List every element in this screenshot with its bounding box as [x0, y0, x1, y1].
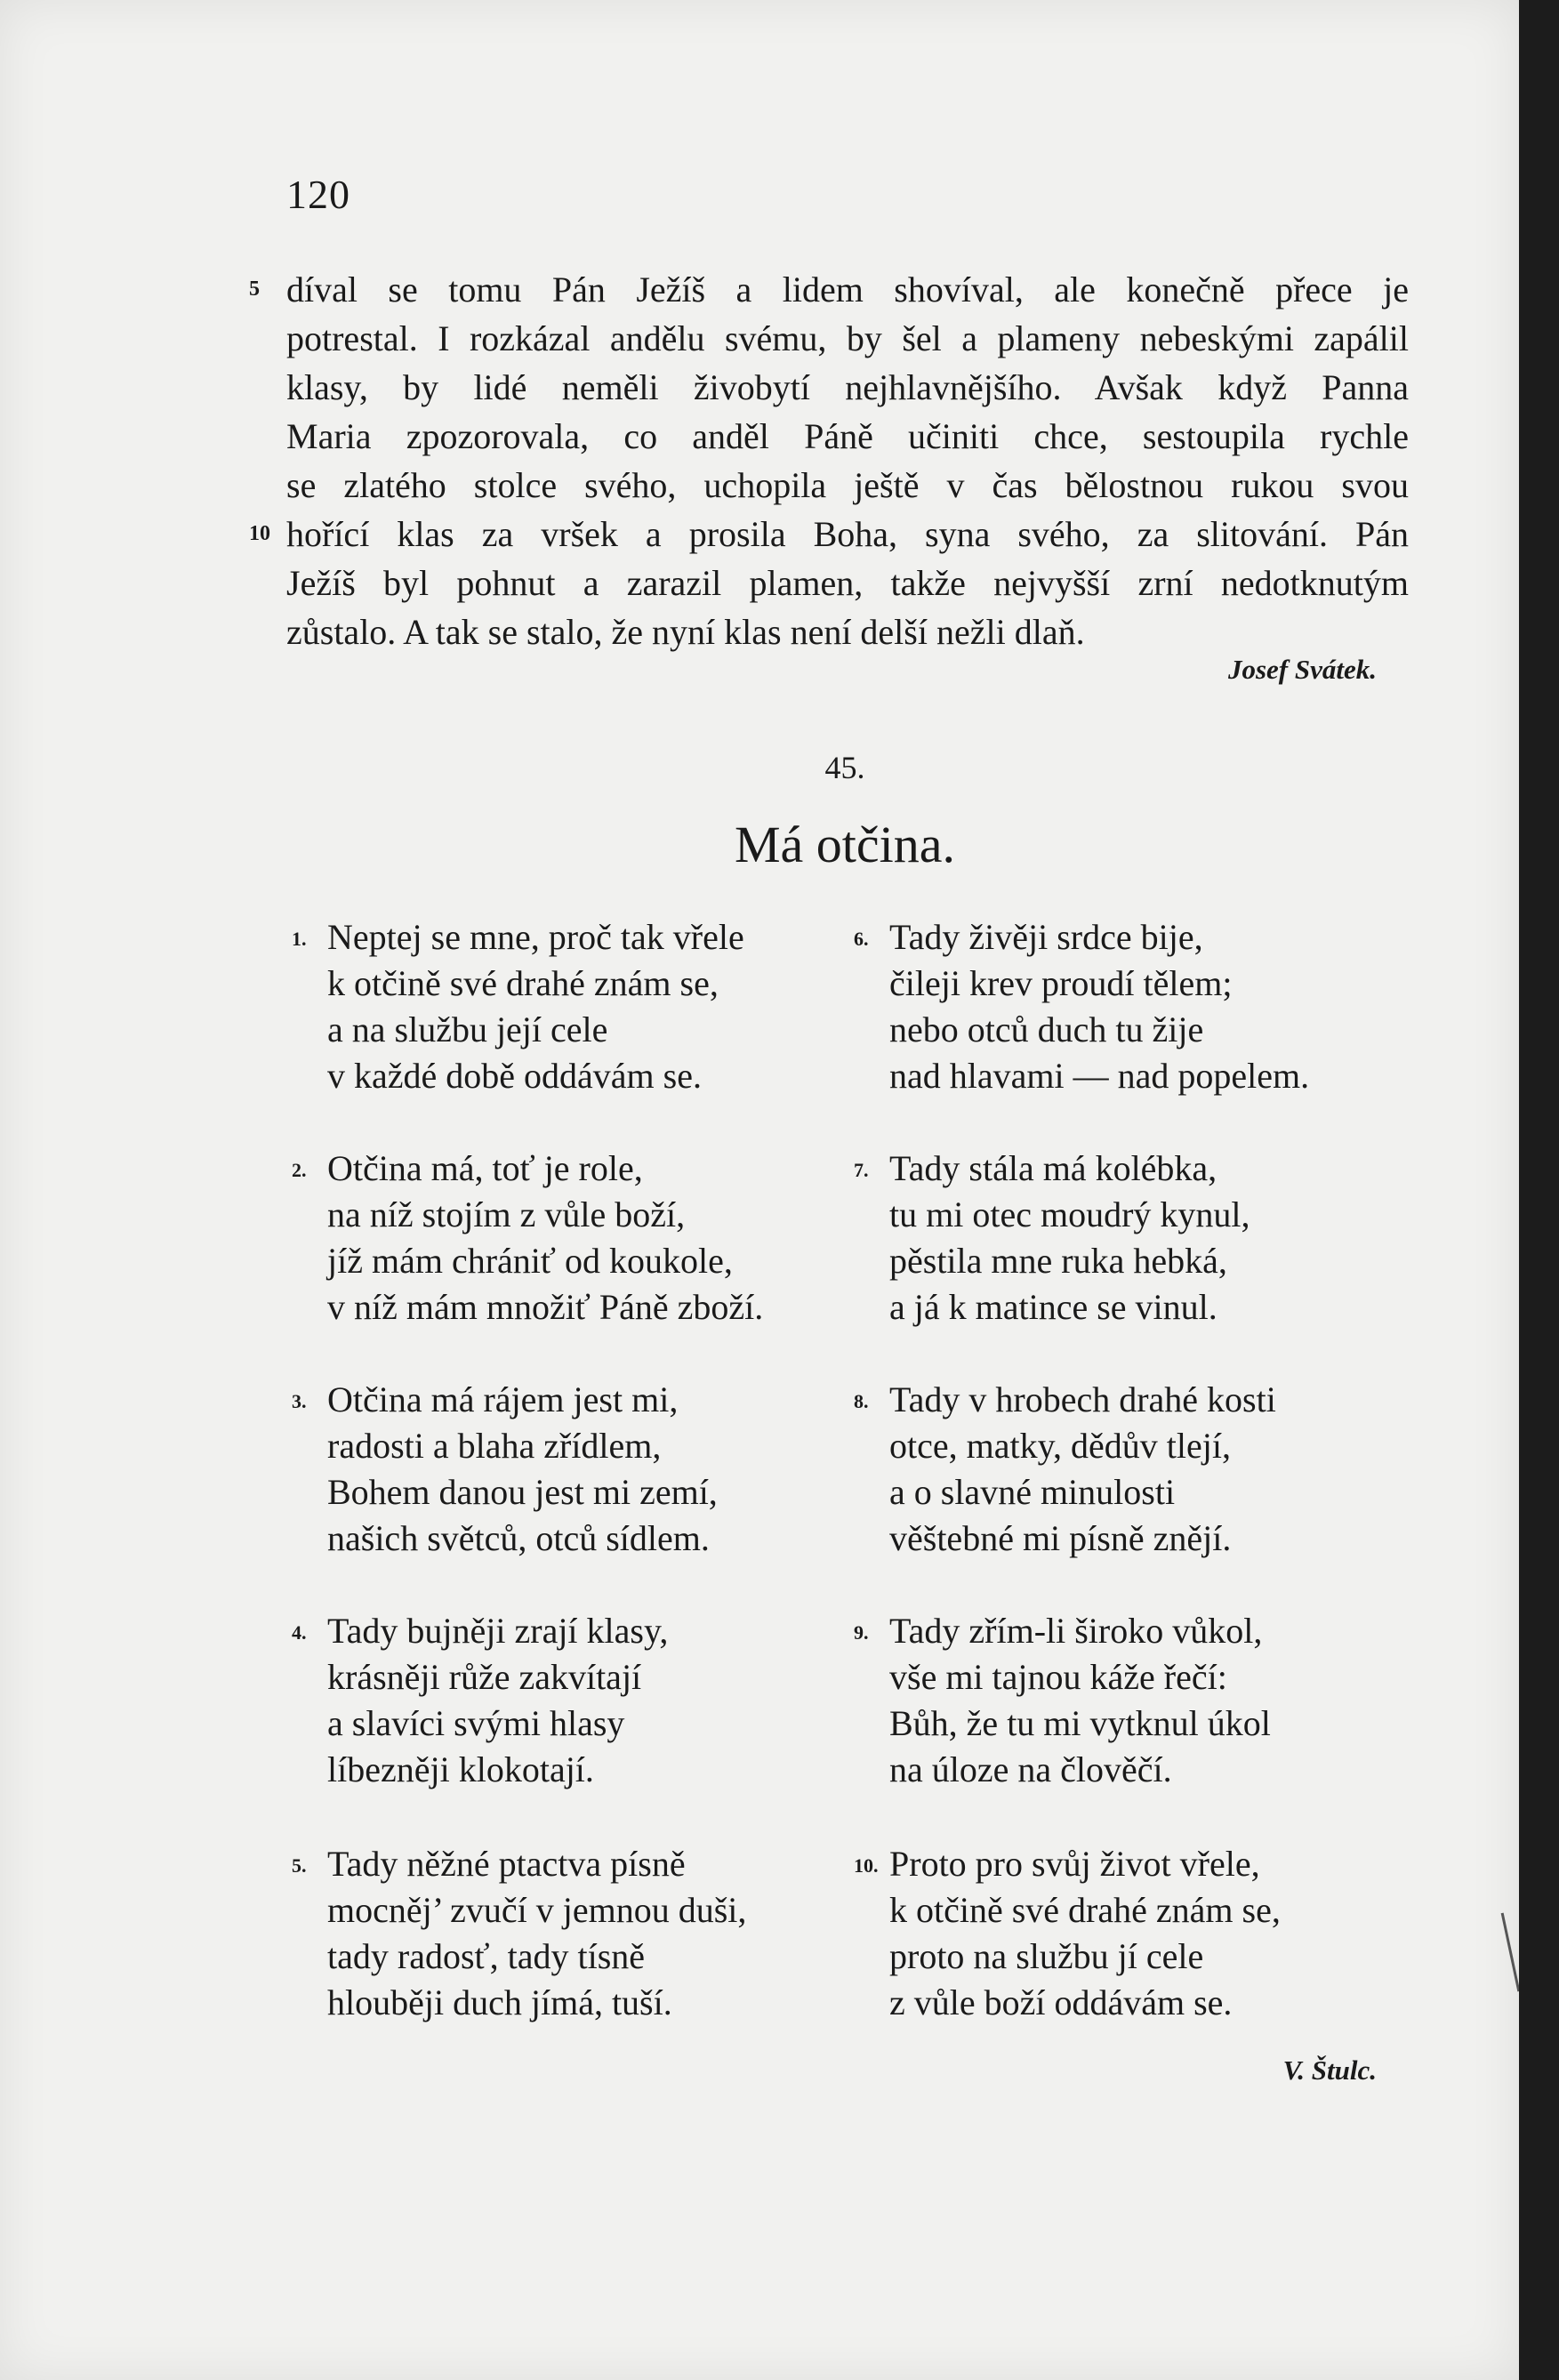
prose-line: se zlatého stolce svého, uchopila ještě v čas bělostnou rukou svou: [286, 465, 1409, 505]
verse-line: a o slavné minulosti: [889, 1472, 1176, 1512]
verse-line: tady radosť, tady tísně: [327, 1936, 646, 1976]
stanza-number: 10.: [854, 1854, 879, 1877]
verse-line: pěstila mne ruka hebká,: [889, 1241, 1227, 1281]
verse-line: Tady zřím-li široko vůkol,: [889, 1611, 1263, 1651]
verse-line: k otčině své drahé znám se,: [889, 1890, 1281, 1930]
verse-line: Proto pro svůj život vřele,: [889, 1844, 1260, 1884]
prose-signature: Josef Svátek.: [1227, 654, 1377, 685]
prose-line: Maria zpozorovala, co anděl Páně učiniti chce, sestoupila rychle: [286, 416, 1409, 456]
poem-signature: V. Štulc.: [1282, 2054, 1377, 2086]
scan-edge-mark: [1501, 1913, 1519, 1992]
verse-line: proto na službu jí cele: [889, 1936, 1204, 1976]
verse-line: otce, matky, dědův tlejí,: [889, 1426, 1231, 1466]
verse-line: radosti a blaha zřídlem,: [327, 1426, 662, 1466]
stanza: [854, 1608, 1423, 1793]
verse-line: z vůle boží oddávám se.: [889, 1982, 1233, 2022]
stanza-number: 9.: [854, 1621, 869, 1644]
verse-line: Tady něžné ptactva písně: [327, 1844, 686, 1884]
verse-line: tu mi otec moudrý kynul,: [889, 1194, 1250, 1234]
prose-line: 5 díval se tomu Pán Ježíš a lidem shovíval, ale konečně přece je: [286, 265, 1409, 314]
prose-line: 10 hořící klas za vršek a prosila Boha, syna svého, za slitování. Pán: [286, 510, 1409, 559]
prose-line: Ježíš byl pohnut a zarazil plamen, takže nejvyšší zrní nedotknutým: [286, 563, 1409, 603]
stanza-number: 3.: [292, 1390, 307, 1412]
verse-line: Tady živěji srdce bije,: [889, 917, 1203, 957]
prose-paragraph: [249, 265, 1409, 656]
stanza: [292, 1608, 861, 1793]
poem-number: 45.: [824, 750, 865, 785]
verse-line: jíž mám chrániť od koukole,: [327, 1241, 733, 1281]
verse-line: věštebné mi písně znějí.: [889, 1518, 1232, 1558]
verse-line: a slavíci svými hlasy: [327, 1703, 625, 1743]
verse-line: a já k matince se vinul.: [889, 1287, 1217, 1327]
prose-line: zůstalo. A tak se stalo, že nyní klas není delší nežli dlaň.: [286, 612, 1085, 652]
verse-line: nebo otců duch tu žije: [889, 1009, 1204, 1049]
stanza: [292, 914, 861, 1099]
stanza-number: 1.: [292, 928, 307, 950]
stanza-number: 8.: [854, 1390, 869, 1412]
verse-line: na úloze na člověčí.: [889, 1749, 1172, 1789]
stanza-number: 7.: [854, 1159, 869, 1181]
stanza: [854, 1377, 1423, 1562]
stanza: [292, 1146, 861, 1331]
verse-line: v každé době oddávám se.: [327, 1056, 702, 1096]
verse-line: Bohem danou jest mi zemí,: [327, 1472, 718, 1512]
stanza: [854, 1146, 1423, 1331]
verse-line: vše mi tajnou káže řečí:: [889, 1657, 1227, 1697]
poem-title: Má otčina.: [734, 816, 956, 873]
stanza-number: 2.: [292, 1159, 307, 1181]
stanza-number: 5.: [292, 1854, 307, 1877]
verse-line: Tady bujněji zrají klasy,: [327, 1611, 669, 1651]
prose-line: potrestal. I rozkázal andělu svému, by šel a plameny nebeskými zapálil: [286, 318, 1409, 358]
stanza: [854, 1841, 1423, 2026]
verse-line: Otčina má, toť je role,: [327, 1148, 643, 1188]
page-number: 120: [286, 172, 350, 217]
stanza: [292, 1377, 861, 1562]
verse-line: na níž stojím z vůle boží,: [327, 1194, 686, 1234]
verse-line: hlouběji duch jímá, tuší.: [327, 1982, 672, 2022]
verse-line: mocněj’ zvučí v jemnou duši,: [327, 1890, 747, 1930]
stanza: [292, 1841, 861, 2026]
verse-line: krásněji růže zakvítají: [327, 1657, 642, 1697]
verse-line: Tady stála má kolébka,: [889, 1148, 1217, 1188]
verse-line: Otčina má rájem jest mi,: [327, 1379, 679, 1419]
verse-line: k otčině své drahé znám se,: [327, 963, 719, 1003]
stanza-number: 4.: [292, 1621, 307, 1644]
verse-line: Bůh, že tu mi vytknul úkol: [889, 1703, 1271, 1743]
verse-line: čileji krev proudí tělem;: [889, 963, 1233, 1003]
stanza-number: 6.: [854, 928, 869, 950]
line-number: 5: [249, 277, 260, 301]
verse-line: Tady v hrobech drahé kosti: [889, 1379, 1276, 1419]
prose-line: klasy, by lidé neměli živobytí nejhlavnějšího. Avšak když Panna: [286, 367, 1409, 407]
verse-line: nad hlavami — nad popelem.: [889, 1056, 1310, 1096]
stanza: [854, 914, 1423, 1099]
verse-line: Neptej se mne, proč tak vřele: [327, 917, 744, 957]
verse-line: a na službu její cele: [327, 1009, 608, 1049]
verse-line: v níž mám množiť Páně zboží.: [327, 1287, 764, 1327]
verse-line: líbezněji klokotají.: [327, 1749, 594, 1789]
verse-line: našich světců, otců sídlem.: [327, 1518, 710, 1558]
line-number: 10: [249, 522, 270, 545]
